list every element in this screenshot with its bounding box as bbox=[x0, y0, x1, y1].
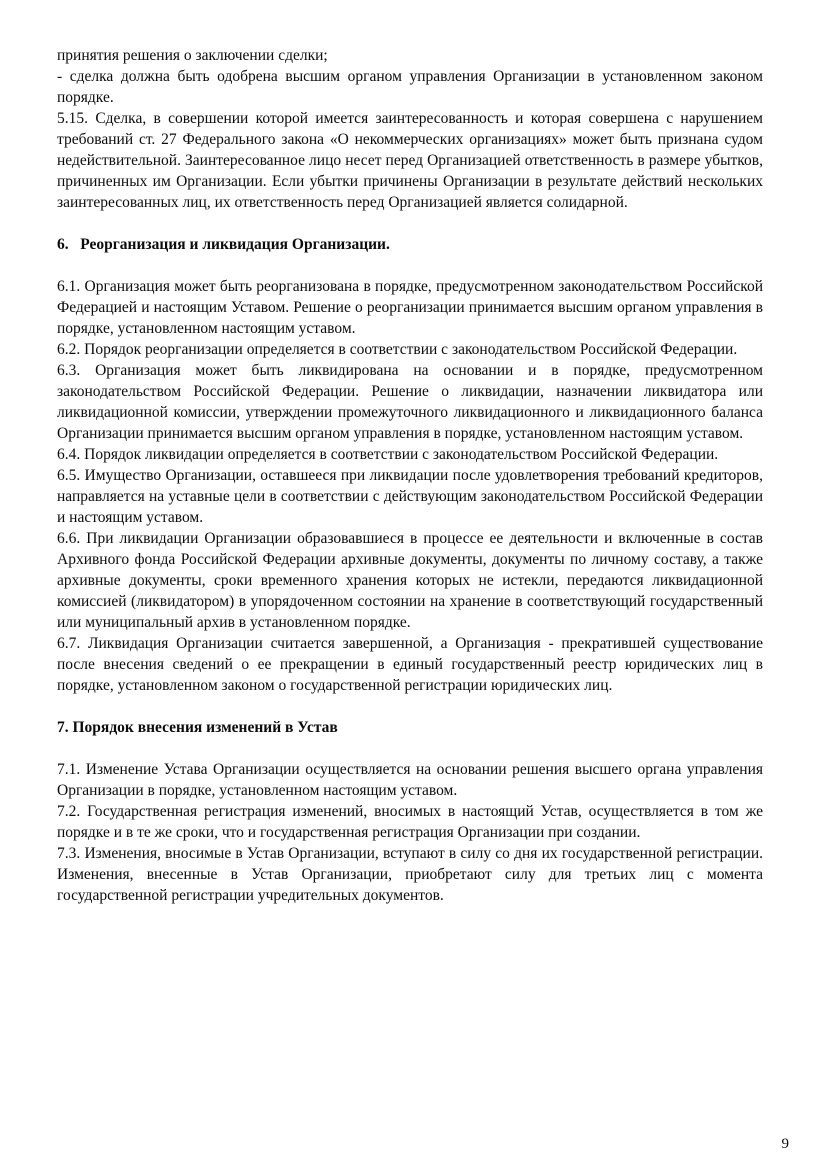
document-paragraph: 6.5. Имущество Организации, оставшееся при ликвидации после удовлетворения требований кредиторов, направляется на уставные цели в соответствии с действующим законодательством Российской Федерации и настоящим уставом. bbox=[57, 467, 763, 526]
document-paragraph: 5.15. Сделка, в совершении которой имеется заинтересованность и которая совершена с нарушением требований ст. 27 Федерального закона «О некоммерческих организациях» может быть признана судом недействительной. Заинтересованное лицо несет перед Организацией ответственность в размере убытков, причиненных им Организации. Если убытки причинены Организации в результате действий нескольких заинтересованных лиц, их ответственность перед Организацией является солидарной. bbox=[57, 110, 763, 211]
document-paragraph: 6.7. Ликвидация Организации считается завершенной, а Организация - прекратившей существование после внесения сведений о ее прекращении в единый государственный реестр юридических лиц в порядке, установленном законом о государственной регистрации юридических лиц. bbox=[57, 635, 763, 694]
document-paragraph: - сделка должна быть одобрена высшим органом управления Организации в установленном законом порядке. bbox=[57, 68, 763, 106]
document-paragraph: 7.2. Государственная регистрация изменений, вносимых в настоящий Устав, осуществляется в том же порядке и в те же сроки, что и государственная регистрация Организации при создании. bbox=[57, 803, 763, 841]
document-paragraph: 6.2. Порядок реорганизации определяется в соответствии с законодательством Российской Федерации. bbox=[57, 341, 738, 358]
page-number: 9 bbox=[781, 1136, 789, 1152]
section-heading-7: 7. Порядок внесения изменений в Устав bbox=[57, 719, 338, 736]
document-paragraph: 7.3. Изменения, вносимые в Устав Организации, вступают в силу со дня их государственной регистрации. Изменения, внесенные в Устав Организации, приобретают силу для третьих лиц с момента государственной регистрации учредительных документов. bbox=[57, 845, 763, 904]
section-heading-6: 6. Реорганизация и ликвидация Организации. bbox=[57, 236, 390, 253]
document-paragraph: 6.6. При ликвидации Организации образовавшиеся в процессе ее деятельности и включенные в состав Архивного фонда Российской Федерации архивные документы, документы по личному составу, а также архивные документы, сроки временного хранения которых не истекли, передаются ликвидационной комиссией (ликвидатором) в упорядоченном состоянии на хранение в соответствующий государственный или муниципальный архив в установленном порядке. bbox=[57, 530, 763, 631]
document-paragraph: 7.1. Изменение Устава Организации осуществляется на основании решения высшего органа управления Организации в порядке, установленном настоящим уставом. bbox=[57, 761, 763, 799]
document-paragraph: 6.3. Организация может быть ликвидирована на основании и в порядке, предусмотренном законодательством Российской Федерации. Решение о ликвидации, назначении ликвидатора или ликвидационной комиссии, утверждении промежуточного ликвидационного и ликвидационного баланса Организации принимается высшим органом управления в порядке, установленном настоящим уставом. bbox=[57, 362, 763, 442]
document-paragraph: принятия решения о заключении сделки; bbox=[57, 47, 328, 64]
document-paragraph: 6.4. Порядок ликвидации определяется в соответствии с законодательством Российской Федерации. bbox=[57, 446, 719, 463]
document-paragraph: 6.1. Организация может быть реорганизована в порядке, предусмотренном законодательством Российской Федерацией и настоящим Уставом. Решение о реорганизации принимается высшим органом управления в порядке, установленном настоящим уставом. bbox=[57, 278, 763, 337]
